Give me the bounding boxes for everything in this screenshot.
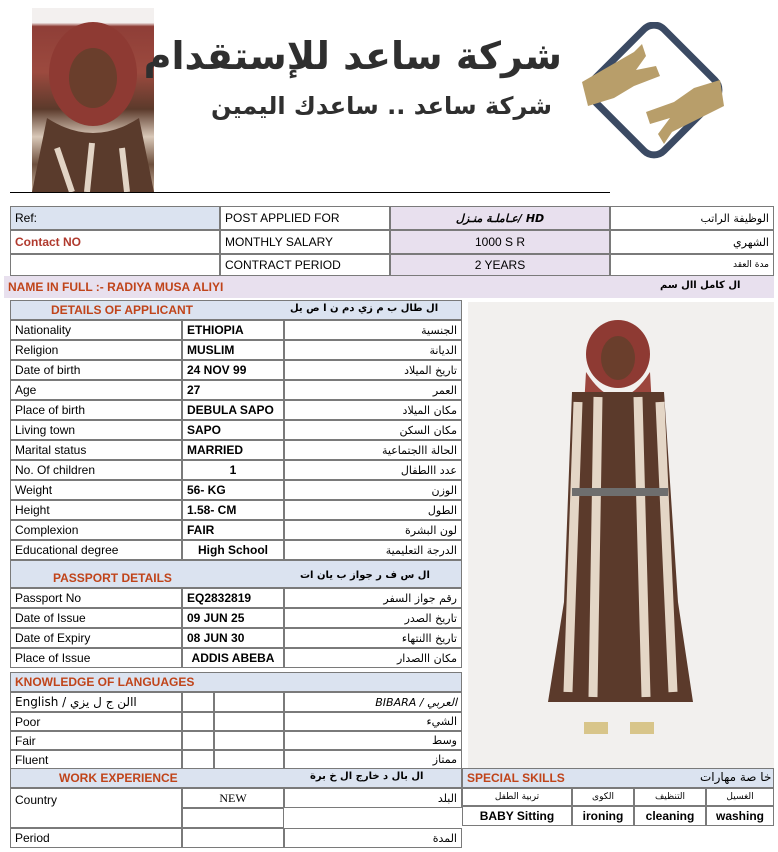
passport-field-label: Place of Issue xyxy=(10,648,182,668)
applicant-field-label: Age xyxy=(10,380,182,400)
skills-section-header-ar: خا صة مهارات xyxy=(700,770,772,784)
country-value: NEW xyxy=(182,788,284,808)
salary-value: 1000 S R xyxy=(390,230,610,254)
applicant-section-header-ar: ال طال ب م زي دم ن ا ص يل xyxy=(290,303,439,314)
passport-field-label-ar: تاريخ الصدر xyxy=(284,608,462,628)
period-label-ar: المدة xyxy=(284,828,462,848)
applicant-field-label-ar: لون البشرة xyxy=(284,520,462,540)
full-name-ar: ال كامل اال سم xyxy=(660,280,741,291)
language-level-label: Poor xyxy=(10,712,182,731)
applicant-field-label: Living town xyxy=(10,420,182,440)
skill-label: ironing xyxy=(572,806,634,826)
passport-field-value: 08 JUN 30 xyxy=(182,628,284,648)
language-level-label: Fair xyxy=(10,731,182,750)
passport-field-label: Passport No xyxy=(10,588,182,608)
passport-field-label: Date of Issue xyxy=(10,608,182,628)
passport-field-value: ADDIS ABEBA xyxy=(182,648,284,668)
applicant-field-label-ar: تاريخ الميلاد xyxy=(284,360,462,380)
applicant-field-label-ar: الدرجة التعليمية xyxy=(284,540,462,560)
header-divider xyxy=(10,192,610,193)
applicant-field-value: FAIR xyxy=(182,520,284,540)
applicant-field-label: Height xyxy=(10,500,182,520)
empty-cell xyxy=(10,254,220,276)
applicant-field-label-ar: الديانة xyxy=(284,340,462,360)
applicant-field-label-ar: الحالة االجتماعية xyxy=(284,440,462,460)
post-label-ar: الوظيفة الراتب xyxy=(610,206,774,230)
skill-label: BABY Sitting xyxy=(462,806,572,826)
applicant-field-label: No. Of children xyxy=(10,460,182,480)
applicant-field-label: Educational degree xyxy=(10,540,182,560)
period-label: Period xyxy=(10,828,182,848)
applicant-field-value: SAPO xyxy=(182,420,284,440)
company-name-arabic: شركة ساعد للإستقدام xyxy=(143,34,562,78)
skill-label-ar: الغسيل xyxy=(706,788,774,806)
applicant-field-label-ar: عدد االطفال xyxy=(284,460,462,480)
language-level-cell xyxy=(214,750,284,769)
language-level-cell xyxy=(182,731,214,750)
contract-value: 2 YEARS xyxy=(390,254,610,276)
language-level-label-ar: الشيء xyxy=(284,712,462,731)
country-label-ar: البلد xyxy=(284,788,462,808)
applicant-field-value: High School xyxy=(182,540,284,560)
passport-field-value: EQ2832819 xyxy=(182,588,284,608)
skill-label-ar: التنظيف xyxy=(634,788,706,806)
contact-label: Contact NO xyxy=(10,230,220,254)
language-level-label: Fluent xyxy=(10,750,182,769)
language-level-cell xyxy=(214,731,284,750)
applicant-field-value: ETHIOPIA xyxy=(182,320,284,340)
applicant-field-label-ar: الوزن xyxy=(284,480,462,500)
work-section-header-ar: ال بال د خارج ال خ برة xyxy=(310,771,424,782)
applicant-field-label-ar: مكان السكن xyxy=(284,420,462,440)
passport-field-label-ar: تاريخ االنتهاء xyxy=(284,628,462,648)
applicant-field-label: Weight xyxy=(10,480,182,500)
passport-field-label: Date of Expiry xyxy=(10,628,182,648)
skills-section-header: SPECIAL SKILLS xyxy=(462,768,774,788)
skill-label: cleaning xyxy=(634,806,706,826)
applicant-field-label-ar: العمر xyxy=(284,380,462,400)
passport-field-value: 09 JUN 25 xyxy=(182,608,284,628)
ref-label: Ref: xyxy=(10,206,220,230)
applicant-field-value: 27 xyxy=(182,380,284,400)
country-empty xyxy=(182,808,284,828)
salary-label-ar: الشهري xyxy=(610,230,774,254)
period-value xyxy=(182,828,284,848)
lang-cell xyxy=(214,692,284,712)
lang-cell xyxy=(182,692,214,712)
post-value: عـاملـة منـزل/ HD xyxy=(390,206,610,230)
applicant-field-label: Marital status xyxy=(10,440,182,460)
contract-label-ar: مدة العقد xyxy=(610,254,774,276)
language-level-cell xyxy=(182,712,214,731)
language-level-cell xyxy=(214,712,284,731)
contract-label: CONTRACT PERIOD xyxy=(220,254,390,276)
applicant-field-label-ar: الطول xyxy=(284,500,462,520)
applicant-field-value: MARRIED xyxy=(182,440,284,460)
post-label: POST APPLIED FOR xyxy=(220,206,390,230)
passport-section-header: PASSPORT DETAILS xyxy=(10,560,462,588)
applicant-field-value: 1.58- CM xyxy=(182,500,284,520)
language-level-label-ar: ممتاز xyxy=(284,750,462,769)
applicant-field-value: MUSLIM xyxy=(182,340,284,360)
applicant-field-value: 1 xyxy=(182,460,284,480)
english-label: English / االن ج ل يزي xyxy=(10,692,182,712)
skill-label-ar: تربية الطفل xyxy=(462,788,572,806)
applicant-photo-full xyxy=(468,302,774,768)
applicant-field-label: Complexion xyxy=(10,520,182,540)
skill-label: washing xyxy=(706,806,774,826)
skill-label-ar: الكوى xyxy=(572,788,634,806)
applicant-field-label-ar: الجنسية xyxy=(284,320,462,340)
language-level-cell xyxy=(182,750,214,769)
language-level-label-ar: وسط xyxy=(284,731,462,750)
passport-field-label-ar: رقم جواز السفر xyxy=(284,588,462,608)
applicant-field-label: Religion xyxy=(10,340,182,360)
helping-hands-logo-icon xyxy=(574,22,734,172)
applicant-field-label: Nationality xyxy=(10,320,182,340)
full-name: NAME IN FULL :- RADIYA MUSA ALIYI xyxy=(4,276,774,298)
company-tagline-arabic: شركة ساعد .. ساعدك اليمين xyxy=(211,92,552,120)
passport-section-header-ar: ال س ف ر جواز ب يان ات xyxy=(300,570,430,581)
work-section-header: WORK EXPERIENCE xyxy=(10,768,462,788)
applicant-field-label-ar: مكان الميلاد xyxy=(284,400,462,420)
applicant-field-value: DEBULA SAPO xyxy=(182,400,284,420)
applicant-photo-small xyxy=(32,8,154,192)
arabic-label: العربي / BIBARA xyxy=(284,692,462,712)
applicant-field-value: 24 NOV 99 xyxy=(182,360,284,380)
applicant-field-label: Date of birth xyxy=(10,360,182,380)
applicant-field-value: 56- KG xyxy=(182,480,284,500)
country-label: Country xyxy=(10,788,182,828)
passport-field-label-ar: مكان االصدار xyxy=(284,648,462,668)
applicant-section-header: DETAILS OF APPLICANT xyxy=(10,300,462,320)
languages-section-header: KNOWLEDGE OF LANGUAGES xyxy=(10,672,462,692)
applicant-field-label: Place of birth xyxy=(10,400,182,420)
salary-label: MONTHLY SALARY xyxy=(220,230,390,254)
